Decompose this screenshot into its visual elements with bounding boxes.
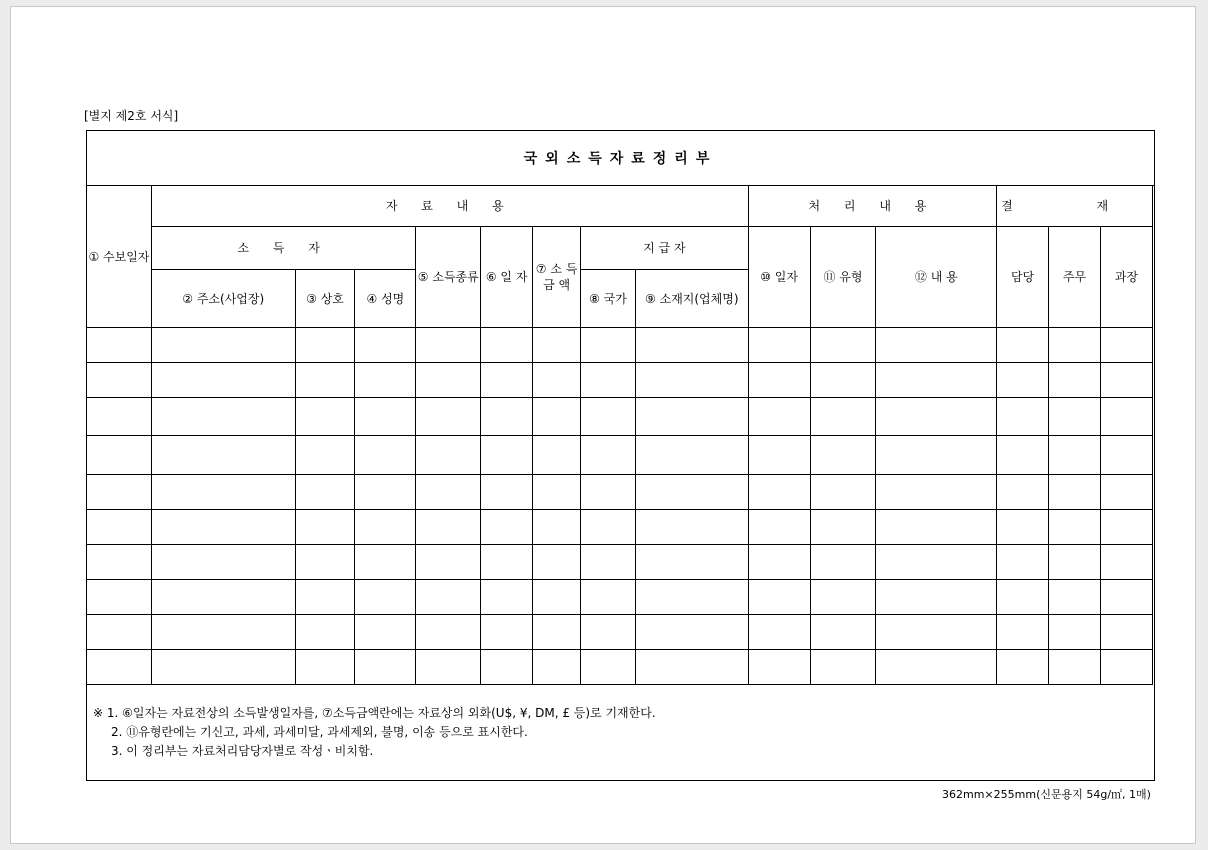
table-cell[interactable] <box>1100 510 1152 545</box>
table-cell[interactable] <box>416 545 481 580</box>
table-cell[interactable] <box>1100 580 1152 615</box>
table-cell[interactable] <box>1049 510 1101 545</box>
table-cell[interactable] <box>87 545 152 580</box>
table-cell[interactable] <box>581 510 636 545</box>
table-cell[interactable] <box>876 545 997 580</box>
table-cell[interactable] <box>87 510 152 545</box>
income-earner-header: 소 득 자 <box>151 227 415 270</box>
table-cell[interactable] <box>355 615 416 650</box>
table-cell[interactable] <box>997 363 1049 398</box>
table-cell[interactable] <box>876 580 997 615</box>
table-cell[interactable] <box>481 475 533 510</box>
table-cell[interactable] <box>151 580 295 615</box>
table-cell[interactable] <box>810 545 876 580</box>
table-cell[interactable] <box>151 510 295 545</box>
table-cell[interactable] <box>1049 615 1101 650</box>
table-cell[interactable] <box>481 398 533 436</box>
table-row <box>87 328 1153 363</box>
income-amount-header: ⑦ 소 득 금 액 <box>533 227 581 328</box>
form-label: [별지 제2호 서식] <box>84 109 179 123</box>
table-row <box>87 398 1153 436</box>
table-cell[interactable] <box>581 650 636 685</box>
table-cell[interactable] <box>635 510 748 545</box>
table-cell[interactable] <box>533 436 581 475</box>
table-cell[interactable] <box>295 363 355 398</box>
table-cell[interactable] <box>876 475 997 510</box>
table-cell[interactable] <box>533 510 581 545</box>
table-cell[interactable] <box>416 475 481 510</box>
table-cell[interactable] <box>355 510 416 545</box>
table-row <box>87 436 1153 475</box>
table-cell[interactable] <box>355 650 416 685</box>
table-cell[interactable] <box>1049 475 1101 510</box>
table-cell[interactable] <box>876 615 997 650</box>
header-row-1 <box>87 186 1153 227</box>
table-cell[interactable] <box>481 328 533 363</box>
table-cell[interactable] <box>748 475 810 510</box>
table-cell[interactable] <box>87 436 152 475</box>
table-cell[interactable] <box>748 510 810 545</box>
table-cell[interactable] <box>151 328 295 363</box>
table-cell[interactable] <box>416 328 481 363</box>
table-cell[interactable] <box>997 650 1049 685</box>
table-cell[interactable] <box>997 580 1049 615</box>
table-cell[interactable] <box>295 580 355 615</box>
table-cell[interactable] <box>876 650 997 685</box>
proc-date-header: ⑩ 일자 <box>748 227 810 328</box>
table-cell[interactable] <box>295 615 355 650</box>
table-cell[interactable] <box>481 615 533 650</box>
table-cell[interactable] <box>533 615 581 650</box>
table-cell[interactable] <box>1049 580 1101 615</box>
table-cell[interactable] <box>151 545 295 580</box>
table-cell[interactable] <box>1100 475 1152 510</box>
table-cell[interactable] <box>581 436 636 475</box>
table-cell[interactable] <box>355 436 416 475</box>
data-content-header: 자 료 내 용 <box>151 186 748 227</box>
table-cell[interactable] <box>481 510 533 545</box>
in-charge-header: 담당 <box>997 227 1049 328</box>
table-cell[interactable] <box>1049 650 1101 685</box>
table-cell[interactable] <box>1100 436 1152 475</box>
table-cell[interactable] <box>295 475 355 510</box>
name-header: ④ 성명 <box>355 270 416 328</box>
table-cell[interactable] <box>1100 615 1152 650</box>
table-cell[interactable] <box>151 436 295 475</box>
table-cell[interactable] <box>416 436 481 475</box>
table-cell[interactable] <box>635 545 748 580</box>
table-cell[interactable] <box>810 510 876 545</box>
table-cell[interactable] <box>876 363 997 398</box>
table-cell[interactable] <box>481 650 533 685</box>
income-type-header: ⑤ 소득종류 <box>416 227 481 328</box>
note-2: 2. ⑪유형란에는 기신고, 과세, 과세미달, 과세제외, 불명, 이송 등으로 표시한다. <box>111 725 528 739</box>
paper-spec: 362mm×255mm(신문용지 54g/㎡, 1매) <box>942 788 1151 801</box>
table-cell[interactable] <box>581 363 636 398</box>
table-cell[interactable] <box>635 475 748 510</box>
table-cell[interactable] <box>810 475 876 510</box>
table-cell[interactable] <box>416 510 481 545</box>
table-cell[interactable] <box>533 580 581 615</box>
table-cell[interactable] <box>810 436 876 475</box>
table-cell[interactable] <box>533 398 581 436</box>
table-cell[interactable] <box>416 615 481 650</box>
country-header: ⑧ 국가 <box>581 270 636 328</box>
table-cell[interactable] <box>1049 328 1101 363</box>
table-cell[interactable] <box>748 436 810 475</box>
table-cell[interactable] <box>355 545 416 580</box>
register-form <box>86 130 1155 781</box>
table-cell[interactable] <box>87 398 152 436</box>
table-cell[interactable] <box>876 436 997 475</box>
table-cell[interactable] <box>810 328 876 363</box>
processing-content-header: 처 리 내 용 <box>748 186 996 227</box>
table-cell[interactable] <box>481 580 533 615</box>
table-cell[interactable] <box>997 615 1049 650</box>
table-cell[interactable] <box>295 436 355 475</box>
table-cell[interactable] <box>748 615 810 650</box>
document-page <box>10 6 1196 844</box>
table-cell[interactable] <box>581 580 636 615</box>
table-cell[interactable] <box>87 615 152 650</box>
table-cell[interactable] <box>355 363 416 398</box>
table-cell[interactable] <box>635 436 748 475</box>
address-header: ② 주소(사업장) <box>151 270 295 328</box>
table-cell[interactable] <box>295 328 355 363</box>
table-cell[interactable] <box>997 398 1049 436</box>
table-cell[interactable] <box>151 398 295 436</box>
table-row <box>87 615 1153 650</box>
table-row <box>87 363 1153 398</box>
table-cell[interactable] <box>87 328 152 363</box>
table-cell[interactable] <box>87 475 152 510</box>
approval-header: 결 재 <box>997 186 1153 227</box>
table-cell[interactable] <box>748 328 810 363</box>
header-row-2 <box>87 227 1153 270</box>
table-cell[interactable] <box>748 363 810 398</box>
table-cell[interactable] <box>1049 398 1101 436</box>
table-cell[interactable] <box>151 475 295 510</box>
section-head-header: 과장 <box>1100 227 1152 328</box>
table-cell[interactable] <box>748 650 810 685</box>
table-cell[interactable] <box>416 363 481 398</box>
table-cell[interactable] <box>997 328 1049 363</box>
location-header: ⑨ 소재지(업체명) <box>635 270 748 328</box>
table-cell[interactable] <box>997 545 1049 580</box>
table-cell[interactable] <box>355 580 416 615</box>
table-cell[interactable] <box>581 545 636 580</box>
table-cell[interactable] <box>748 580 810 615</box>
table-cell[interactable] <box>481 436 533 475</box>
form-title: 국외소득자료정리부 <box>87 131 1154 186</box>
notes <box>93 704 656 761</box>
table-cell[interactable] <box>748 398 810 436</box>
receipt-date-header: ① 수보일자 <box>87 186 152 328</box>
table-cell[interactable] <box>355 475 416 510</box>
table-cell[interactable] <box>810 615 876 650</box>
table-cell[interactable] <box>810 363 876 398</box>
table-cell[interactable] <box>355 328 416 363</box>
table-cell[interactable] <box>295 650 355 685</box>
table-cell[interactable] <box>748 545 810 580</box>
table-cell[interactable] <box>1049 436 1101 475</box>
table-cell[interactable] <box>295 398 355 436</box>
table-cell[interactable] <box>416 398 481 436</box>
register-table <box>86 185 1153 685</box>
table-cell[interactable] <box>876 398 997 436</box>
table-row <box>87 475 1153 510</box>
table-cell[interactable] <box>581 615 636 650</box>
table-cell[interactable] <box>810 580 876 615</box>
table-cell[interactable] <box>581 398 636 436</box>
table-cell[interactable] <box>87 363 152 398</box>
table-cell[interactable] <box>295 545 355 580</box>
table-row <box>87 510 1153 545</box>
table-row <box>87 650 1153 685</box>
table-cell[interactable] <box>581 475 636 510</box>
table-cell[interactable] <box>151 363 295 398</box>
table-cell[interactable] <box>416 650 481 685</box>
table-cell[interactable] <box>533 475 581 510</box>
table-cell[interactable] <box>533 363 581 398</box>
table-cell[interactable] <box>416 580 481 615</box>
table-cell[interactable] <box>355 398 416 436</box>
table-cell[interactable] <box>997 510 1049 545</box>
table-cell[interactable] <box>1100 363 1152 398</box>
table-cell[interactable] <box>635 398 748 436</box>
payer-header: 지 급 자 <box>581 227 749 270</box>
table-cell[interactable] <box>295 510 355 545</box>
table-cell[interactable] <box>533 328 581 363</box>
note-3: 3. 이 정리부는 자료처리담당자별로 작성ㆍ비치함. <box>111 744 374 758</box>
table-cell[interactable] <box>876 328 997 363</box>
table-cell[interactable] <box>481 545 533 580</box>
proc-type-header: ⑪ 유형 <box>810 227 876 328</box>
table-cell[interactable] <box>1100 545 1152 580</box>
table-cell[interactable] <box>635 328 748 363</box>
table-cell[interactable] <box>481 363 533 398</box>
table-row <box>87 580 1153 615</box>
trade-name-header: ③ 상호 <box>295 270 355 328</box>
table-cell[interactable] <box>87 580 152 615</box>
table-cell[interactable] <box>1100 328 1152 363</box>
date-header: ⑥ 일 자 <box>481 227 533 328</box>
table-cell[interactable] <box>635 615 748 650</box>
table-cell[interactable] <box>1049 545 1101 580</box>
table-cell[interactable] <box>997 436 1049 475</box>
chief-header: 주무 <box>1049 227 1101 328</box>
table-cell[interactable] <box>810 650 876 685</box>
proc-content-header: ⑫ 내 용 <box>876 227 997 328</box>
data-rows <box>87 328 1153 685</box>
table-cell[interactable] <box>635 650 748 685</box>
table-cell[interactable] <box>876 510 997 545</box>
table-cell[interactable] <box>151 650 295 685</box>
table-cell[interactable] <box>1100 650 1152 685</box>
table-cell[interactable] <box>151 615 295 650</box>
table-cell[interactable] <box>1049 363 1101 398</box>
table-cell[interactable] <box>997 475 1049 510</box>
table-cell[interactable] <box>533 650 581 685</box>
table-cell[interactable] <box>581 328 636 363</box>
table-cell[interactable] <box>810 398 876 436</box>
table-cell[interactable] <box>635 580 748 615</box>
table-cell[interactable] <box>533 545 581 580</box>
table-cell[interactable] <box>87 650 152 685</box>
table-cell[interactable] <box>1100 398 1152 436</box>
table-row <box>87 545 1153 580</box>
table-cell[interactable] <box>635 363 748 398</box>
note-1: ※ 1. ⑥일자는 자료전상의 소득발생일자를, ⑦소득금액란에는 자료상의 외화(U$, ¥, DM, £ 등)로 기재한다. <box>93 706 656 720</box>
